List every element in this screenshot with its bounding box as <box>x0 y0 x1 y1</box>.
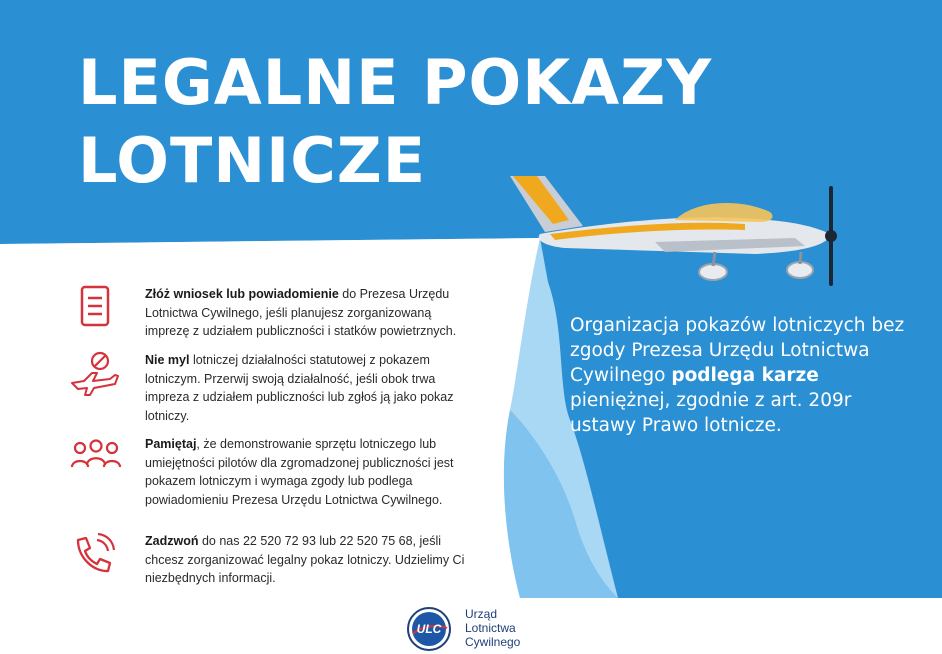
info-text-call <box>145 532 475 588</box>
info-rest-statutory: lotniczej działalności statutowej z pokazem lotniczym. Przerwij swoją działalność, jeśli obok trwa impreza z udziałem publiczności lub zgłoś ją jako pokaz lotniczy. <box>145 353 454 423</box>
plane-wheel-front <box>787 262 813 278</box>
ulc-name-line-3: Cywilnego <box>465 635 521 649</box>
airplane-illustration <box>505 168 855 298</box>
ulc-emblem-letters: ULC <box>416 622 442 636</box>
ulc-emblem-icon <box>405 606 455 652</box>
info-rest-call: do nas 22 520 72 93 lub 22 520 75 68, jeśli chcesz zorganizować legalny pokaz lotniczy. Udzielimy Ci niezbędnych informacji. <box>145 534 465 585</box>
ulc-name <box>465 607 520 649</box>
info-rest-remember: , że demonstrowanie sprzętu lotniczego lub umiejętności pilotów dla zgromadzonej publiczności jest pokazem lotniczym i wymaga zgody lub podlega powiadomieniu Prezesa Urzędu Lotnictwa Cywilnego. <box>145 437 454 507</box>
info-bold-statutory: Nie myl <box>145 353 190 367</box>
document-icon <box>70 285 122 331</box>
ulc-name-line-1: Urząd <box>465 607 498 621</box>
ulc-logo <box>405 606 555 652</box>
people-icon <box>70 435 122 481</box>
penalty-text-bold: podlega karze <box>671 365 819 386</box>
title-line-1: LEGALNE POKAZY <box>78 46 713 119</box>
ulc-name-line-2: Lotnictwa <box>465 621 516 635</box>
penalty-text-before: Organizacja pokazów lotniczych bez zgody Prezesa Urzędu Lotnictwa Cywilnego <box>570 315 905 386</box>
info-text-application <box>145 285 475 341</box>
info-bold-application: Złóż wniosek lub powiadomienie <box>145 287 339 301</box>
info-text-remember <box>145 435 475 509</box>
info-rest-application: do Prezesa Urzędu Lotnictwa Cywilnego, jeśli planujesz zorganizowaną imprezę z udziałem publiczności i statków powietrznych. <box>145 287 457 338</box>
info-bold-call: Zadzwoń <box>145 534 199 548</box>
phone-icon <box>70 532 122 578</box>
plane-spinner <box>825 230 837 242</box>
plane-strut-front <box>800 252 801 264</box>
penalty-text-after: pieniężnej, zgodnie z art. 209r ustawy Prawo lotnicze. <box>570 390 852 436</box>
info-text-statutory <box>145 351 475 425</box>
plane-wheel-main <box>699 264 727 280</box>
title-line-2: LOTNICZE <box>78 124 427 197</box>
info-bold-remember: Pamiętaj <box>145 437 197 451</box>
plane-strut-main <box>713 252 715 266</box>
penalty-notice <box>570 313 910 438</box>
plane-canopy <box>675 203 773 222</box>
no-plane-icon <box>70 351 122 397</box>
